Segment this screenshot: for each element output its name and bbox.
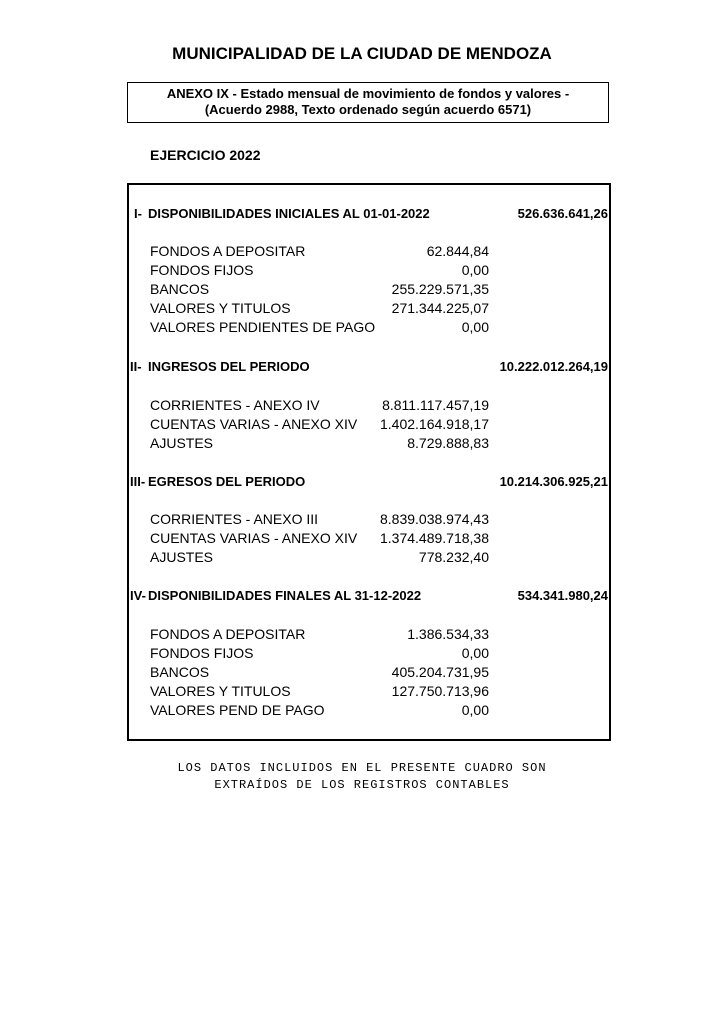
section-total: 526.636.641,26 (517, 206, 608, 221)
section-number: IV- (130, 588, 146, 603)
anexo-box (127, 82, 609, 123)
section-label: DISPONIBILIDADES FINALES AL 31-12-2022 (148, 588, 422, 603)
item-value: 1.374.489.718,38 (380, 530, 489, 546)
item-label: FONDOS FIJOS (150, 645, 254, 661)
item-value: 271.344.225,07 (391, 300, 489, 316)
item-value: 8.729.888,83 (407, 435, 489, 451)
item-value: 62.844,84 (426, 243, 489, 259)
item-label: VALORES PEND DE PAGO (150, 702, 325, 718)
item-label: CUENTAS VARIAS - ANEXO XIV (150, 416, 358, 432)
item-value: 255.229.571,35 (391, 281, 489, 297)
item-label: AJUSTES (150, 549, 214, 565)
item-label: CUENTAS VARIAS - ANEXO XIV (150, 530, 358, 546)
footer-line-2: EXTRAÍDOS DE LOS REGISTROS CONTABLES (214, 778, 510, 792)
item-value: 0,00 (461, 645, 489, 661)
section-label: INGRESOS DEL PERIODO (148, 359, 310, 374)
item-label: CORRIENTES - ANEXO IV (150, 397, 320, 413)
item-value: 0,00 (461, 702, 489, 718)
item-label: VALORES PENDIENTES DE PAGO (150, 319, 376, 335)
section-label: EGRESOS DEL PERIODO (148, 474, 306, 489)
anexo-line-1: ANEXO IX - Estado mensual de movimiento de fondos y valores - (166, 86, 570, 101)
item-value: 0,00 (461, 262, 489, 278)
item-label: FONDOS A DEPOSITAR (150, 626, 306, 642)
section-number: II- (130, 359, 142, 374)
footer-note (0, 760, 724, 794)
section-label: DISPONIBILIDADES INICIALES AL 01-01-2022 (148, 206, 430, 221)
section-number: I- (134, 206, 142, 221)
item-label: VALORES Y TITULOS (150, 683, 291, 699)
anexo-line-2: (Acuerdo 2988, Texto ordenado según acuerdo 6571) (204, 102, 532, 117)
ejercicio-label: EJERCICIO 2022 (150, 147, 261, 163)
item-value: 8.839.038.974,43 (380, 511, 489, 527)
item-value: 1.386.534,33 (407, 626, 489, 642)
item-label: BANCOS (150, 281, 210, 297)
item-label: VALORES Y TITULOS (150, 300, 291, 316)
section-number: III- (130, 474, 146, 489)
item-label: FONDOS FIJOS (150, 262, 254, 278)
page-title: MUNICIPALIDAD DE LA CIUDAD DE MENDOZA (172, 44, 552, 63)
section-total: 10.222.012.264,19 (499, 359, 608, 374)
item-value: 1.402.164.918,17 (380, 416, 489, 432)
section-total: 10.214.306.925,21 (499, 474, 608, 489)
item-label: FONDOS A DEPOSITAR (150, 243, 306, 259)
item-value: 8.811.117.457,19 (382, 397, 489, 413)
item-value: 0,00 (461, 319, 489, 335)
section-total: 534.341.980,24 (517, 588, 608, 603)
item-label: AJUSTES (150, 435, 214, 451)
item-value: 405.204.731,95 (391, 664, 489, 680)
item-value: 127.750.713,96 (391, 683, 489, 699)
footer-line-1: LOS DATOS INCLUIDOS EN EL PRESENTE CUADRO SON (177, 761, 547, 775)
item-label: CORRIENTES - ANEXO III (150, 511, 319, 527)
item-value: 778.232,40 (418, 549, 489, 565)
item-label: BANCOS (150, 664, 210, 680)
